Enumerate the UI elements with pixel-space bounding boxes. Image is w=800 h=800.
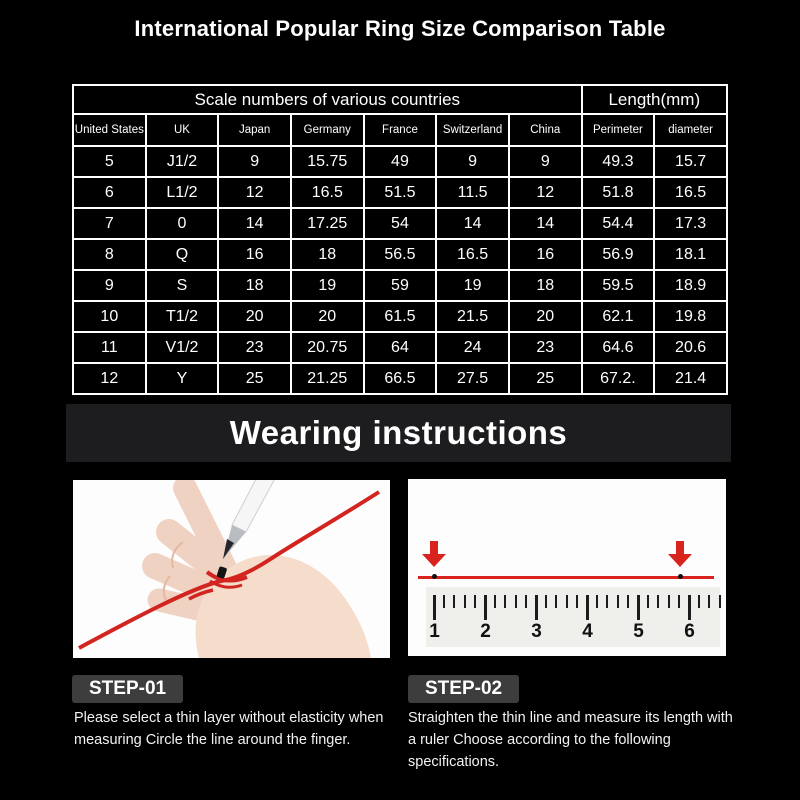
table-cell: 59 [364,270,437,301]
column-header: UK [146,114,219,146]
table-row [73,177,727,208]
step1-description: Please select a thin layer without elasticity when measuring Circle the line around the finger. [74,710,384,748]
ruler-tick [708,595,710,608]
ruler-tick [586,595,589,620]
table-cell: Y [146,363,219,394]
table-cell: 67.2. [582,363,655,394]
ruler-tick [617,595,619,608]
ruler-number: 2 [480,621,491,642]
table-cell: Q [146,239,219,270]
table-cell: 27.5 [436,363,509,394]
down-arrow-right-icon [668,541,692,567]
column-header: Germany [291,114,364,146]
step2-image-ruler [408,479,726,656]
table-cell: 18 [218,270,291,301]
ruler-tick [637,595,640,620]
ruler-number: 6 [684,621,695,642]
table-cell: 16.5 [291,177,364,208]
ruler-tick [464,595,466,608]
table-row [73,270,727,301]
step1-badge: STEP-01 [72,675,183,703]
ruler-tick [494,595,496,608]
ruler-tick [698,595,700,608]
table-cell: 25 [509,363,582,394]
table-cell: 54.4 [582,208,655,239]
table-cell: J1/2 [146,146,219,177]
measure-dot-right [678,574,683,579]
group-header-row [73,85,727,114]
table-cell: 19 [291,270,364,301]
ruler-tick [484,595,487,620]
table-cell: 17.25 [291,208,364,239]
table-cell: 49.3 [582,146,655,177]
table-cell: 6 [73,177,146,208]
table-cell: 16 [218,239,291,270]
ruler-tick [596,595,598,608]
ruler-tick [668,595,670,608]
ruler-tick [678,595,680,608]
ruler-number: 4 [582,621,593,642]
column-header: diameter [654,114,727,146]
column-header: Japan [218,114,291,146]
ruler-tick [525,595,527,608]
table-cell: 7 [73,208,146,239]
table-cell: 16.5 [654,177,727,208]
table-row [73,301,727,332]
table-cell: 18 [291,239,364,270]
table-cell: 59.5 [582,270,655,301]
ring-size-table [72,84,728,395]
table-cell: 51.8 [582,177,655,208]
down-arrow-left-icon [422,541,446,567]
ruler-tick [555,595,557,608]
table-cell: L1/2 [146,177,219,208]
ruler-tick [545,595,547,608]
ruler-tick [606,595,608,608]
table-cell: 12 [218,177,291,208]
column-header: Switzerland [436,114,509,146]
ruler-tick [535,595,538,620]
table-cell: 18.9 [654,270,727,301]
table-body [73,146,727,394]
table-cell: 5 [73,146,146,177]
table-cell: 24 [436,332,509,363]
ruler-number: 3 [531,621,542,642]
ruler [426,587,720,647]
table-cell: 19.8 [654,301,727,332]
table-cell: 64 [364,332,437,363]
table-cell: 15.7 [654,146,727,177]
table-cell: 23 [509,332,582,363]
ruler-tick [474,595,476,608]
table-row [73,239,727,270]
table-cell: 64.6 [582,332,655,363]
table-cell: 20 [291,301,364,332]
column-header: China [509,114,582,146]
table-cell: 12 [73,363,146,394]
table-cell: 16 [509,239,582,270]
table-cell: 56.5 [364,239,437,270]
table-cell: 9 [509,146,582,177]
table-cell: 49 [364,146,437,177]
table-cell: 23 [218,332,291,363]
measure-dot-left [432,574,437,579]
ruler-tick [443,595,445,608]
table-cell: 0 [146,208,219,239]
step2-badge: STEP-02 [408,675,519,703]
table-cell: 18 [509,270,582,301]
table-cell: 10 [73,301,146,332]
table-cell: V1/2 [146,332,219,363]
table-cell: 62.1 [582,301,655,332]
table-cell: 21.5 [436,301,509,332]
table-cell: 9 [73,270,146,301]
table-cell: 17.3 [654,208,727,239]
ruler-tick [719,595,721,608]
ruler-tick [504,595,506,608]
table-cell: 56.9 [582,239,655,270]
table-row [73,208,727,239]
table-cell: 25 [218,363,291,394]
hand-with-string-illustration [73,480,390,658]
group-header: Scale numbers of various countries [73,85,582,114]
table-cell: 20.6 [654,332,727,363]
table-cell: 54 [364,208,437,239]
table-cell: S [146,270,219,301]
wearing-instructions-banner [66,404,731,462]
table-cell: 61.5 [364,301,437,332]
ruler-tick [515,595,517,608]
table-cell: 20.75 [291,332,364,363]
ruler-number: 5 [633,621,644,642]
table-cell: 14 [218,208,291,239]
table-cell: 20 [509,301,582,332]
table-cell: 21.4 [654,363,727,394]
ruler-tick [576,595,578,608]
ruler-tick [647,595,649,608]
step2-description: Straighten the thin line and measure its length with a ruler Choose according to the following specifications. [408,710,733,770]
table-cell: 18.1 [654,239,727,270]
table-cell: 16.5 [436,239,509,270]
table-header [73,85,727,146]
banner-title: Wearing instructions [229,414,568,451]
table-cell: 21.25 [291,363,364,394]
table-cell: 9 [436,146,509,177]
table-cell: 51.5 [364,177,437,208]
column-header-row [73,114,727,146]
table-cell: 11 [73,332,146,363]
red-measure-line [418,576,714,579]
table-cell: 12 [509,177,582,208]
page-title: International Popular Ring Size Comparison Table [134,16,666,41]
table-cell: 9 [218,146,291,177]
table-cell: 66.5 [364,363,437,394]
ruler-tick [453,595,455,608]
table-cell: 14 [436,208,509,239]
table-cell: 8 [73,239,146,270]
ruler-tick [433,595,436,620]
table-row [73,146,727,177]
table-cell: 15.75 [291,146,364,177]
table-row [73,332,727,363]
table-cell: 19 [436,270,509,301]
ruler-tick [627,595,629,608]
step1-image-hand [73,480,390,658]
ruler-tick [688,595,691,620]
ruler-tick [566,595,568,608]
column-header: United States [73,114,146,146]
column-header: France [364,114,437,146]
table-cell: 11.5 [436,177,509,208]
table-cell: 14 [509,208,582,239]
table-cell: 20 [218,301,291,332]
table-cell: T1/2 [146,301,219,332]
group-header: Length(mm) [582,85,727,114]
ruler-tick [657,595,659,608]
table-row [73,363,727,394]
column-header: Perimeter [582,114,655,146]
ruler-number: 1 [429,621,440,642]
